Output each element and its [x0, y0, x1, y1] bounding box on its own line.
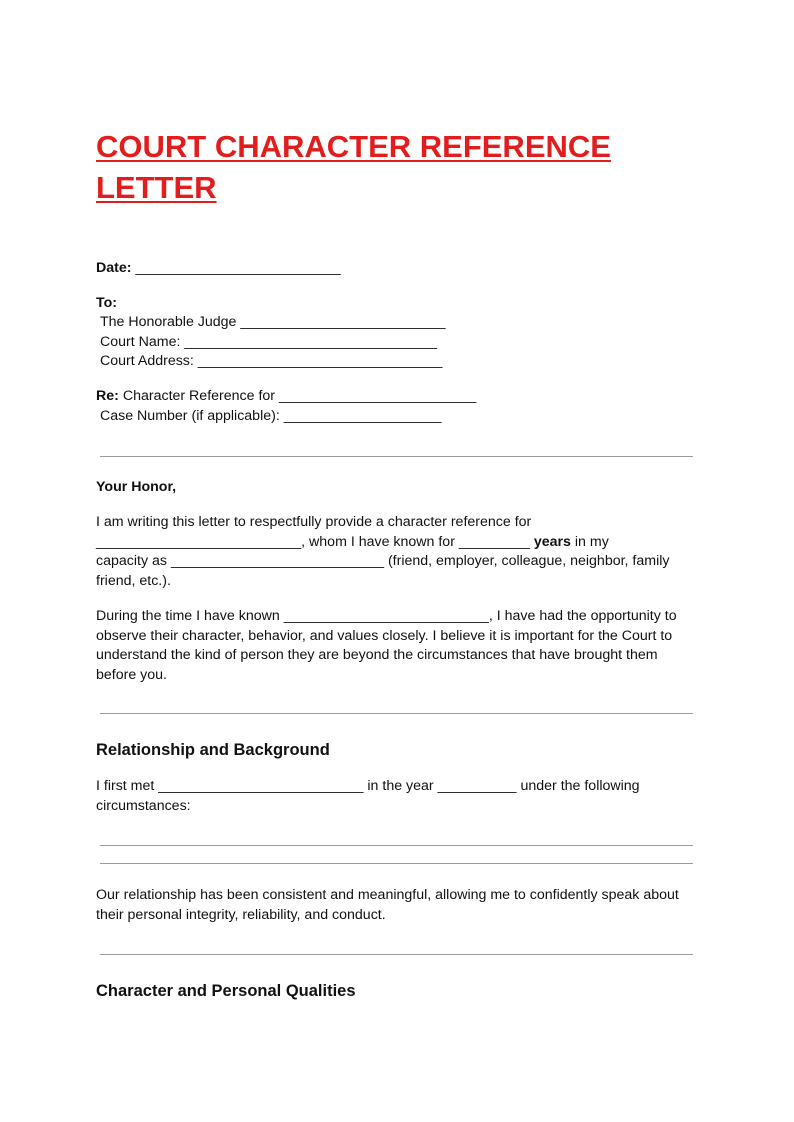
relationship-year-text: in the year: [367, 778, 434, 794]
capacity-blank[interactable]: ___________________________: [170, 553, 384, 569]
relationship-heading: Relationship and Background: [96, 741, 330, 759]
date-line: [96, 259, 341, 279]
date-blank[interactable]: __________________________: [135, 260, 341, 276]
salutation: Your Honor,: [96, 479, 177, 495]
re-line: [96, 387, 476, 407]
relationship-start: I first met: [96, 778, 155, 794]
date-label: Date:: [96, 260, 132, 276]
court-address-label: Court Address:: [100, 353, 194, 369]
year-blank[interactable]: __________: [437, 778, 517, 794]
divider: [100, 954, 693, 955]
intro-in-my-text: in my: [574, 533, 609, 550]
relationship-paragraph: [96, 777, 696, 816]
divider: [100, 713, 693, 714]
judge-line: [100, 313, 446, 333]
capacity-text: capacity as: [96, 553, 167, 569]
years-blank[interactable]: _________: [458, 533, 530, 550]
case-blank[interactable]: ____________________: [283, 408, 442, 424]
answer-line[interactable]: [100, 845, 693, 846]
subject-name-blank[interactable]: __________________________: [96, 533, 302, 550]
intro-known-text: , whom I have known for: [301, 533, 455, 550]
intro-text: I am writing this letter to respectfully provide a character reference for: [96, 514, 532, 530]
relationship-closing: Our relationship has been consistent and meaningful, allowing me to confidently speak about their personal integrity, reliability, and conduct.: [96, 887, 679, 923]
observation-rest: , I have had the opportunity to observe their character, behavior, and values closely. I believe it is important for the Court to understand the kind of person they are beyond the circumstances that have brought them before you.: [96, 608, 677, 683]
re-blank[interactable]: _________________________: [278, 388, 477, 404]
court-name-label: Court Name:: [100, 334, 181, 350]
court-address-line: [100, 352, 442, 372]
observation-blank[interactable]: __________________________: [283, 608, 489, 624]
observation-start: During the time I have known: [96, 608, 280, 624]
observation-paragraph: [96, 607, 696, 685]
capacity-examples: (friend, employer, colleague, neighbor, family friend, etc.).: [96, 553, 670, 589]
case-label: Case Number (if applicable):: [100, 408, 280, 424]
relationship-rest: under the following circumstances:: [96, 778, 640, 814]
answer-line[interactable]: [100, 863, 693, 864]
re-text: Character Reference for: [122, 388, 276, 404]
to-label: To:: [96, 295, 118, 311]
intro-paragraph: [96, 513, 696, 591]
character-heading: Character and Personal Qualities: [96, 982, 356, 1000]
met-name-blank[interactable]: __________________________: [158, 778, 364, 794]
court-address-blank[interactable]: _______________________________: [197, 353, 443, 369]
re-label: Re:: [96, 388, 119, 404]
judge-blank[interactable]: __________________________: [240, 314, 446, 330]
divider: [100, 456, 693, 457]
judge-label: The Honorable Judge: [100, 314, 237, 330]
document-title: COURT CHARACTER REFERENCE LETTER: [96, 129, 611, 205]
case-line: [100, 407, 442, 427]
court-name-blank[interactable]: ________________________________: [184, 334, 437, 350]
court-name-line: [100, 333, 437, 353]
years-label: years: [533, 533, 571, 550]
